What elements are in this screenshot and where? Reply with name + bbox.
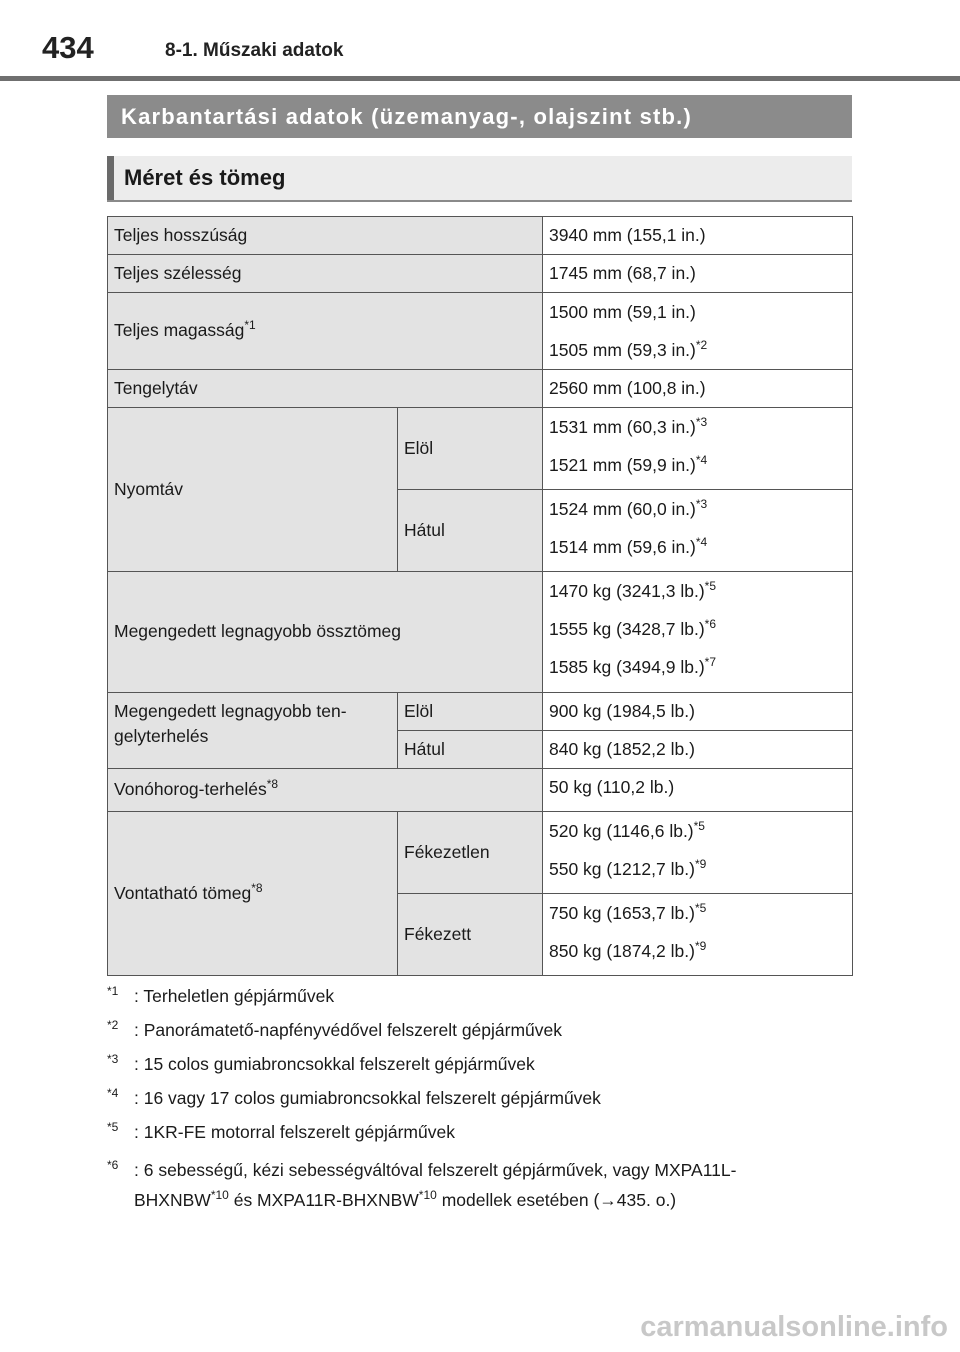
- overall-height-label: Teljes magasság$^{*1}$: [108, 293, 543, 370]
- wheelbase-label: Tengelytáv: [108, 370, 543, 408]
- footnote: $^{*1}$ : Terheletlen gépjárművek: [107, 984, 335, 1006]
- table-row: [108, 255, 853, 293]
- towing-unbraked-values: 520 kg (1146,6 lb.)$^{*5}$ 550 kg (1212,7 lb.)$^{*9}$: [543, 812, 853, 894]
- towing-unbraked-label: Fékezetlen: [398, 812, 543, 894]
- table-row: [108, 408, 853, 490]
- footnotes: [107, 984, 852, 1222]
- wheelbase-value: 2560 mm (100,8 in.): [543, 370, 853, 408]
- tread-front-values: 1531 mm (60,3 in.)$^{*3}$ 1521 mm (59,9 in.)$^{*4}$: [543, 408, 853, 490]
- tread-rear-label: Hátul: [398, 490, 543, 572]
- subtitle-text: Méret és tömeg: [124, 165, 286, 190]
- overall-length-value: 3940 mm (155,1 in.): [543, 217, 853, 255]
- page-number: 434: [42, 30, 94, 65]
- table-row: [108, 693, 853, 731]
- axle-front-value: 900 kg (1984,5 lb.): [543, 693, 853, 731]
- axle-front-label: Elöl: [398, 693, 543, 731]
- value-line: 1500 mm (59,1 in.): [549, 302, 696, 322]
- value-line: 1505 mm (59,3 in.)$^{*2}$: [549, 338, 708, 360]
- towing-braked-label: Fékezett: [398, 894, 543, 976]
- axle-rear-value: 840 kg (1852,2 lb.): [543, 731, 853, 769]
- axle-rear-label: Hátul: [398, 731, 543, 769]
- towbar-load-label: Vonóhorog-terhelés$^{*8}$: [108, 769, 543, 812]
- table-row: [108, 293, 853, 370]
- towing-braked-values: 750 kg (1653,7 lb.)$^{*5}$ 850 kg (1874,2 lb.)$^{*9}$: [543, 894, 853, 976]
- footnote: $^{*5}$ : 1KR-FE motorral felszerelt gépjárművek: [107, 1120, 455, 1142]
- subtitle-banner: [107, 156, 852, 202]
- table-row: [108, 812, 853, 894]
- overall-width-label: Teljes szélesség: [108, 255, 543, 293]
- gross-weight-values: 1470 kg (3241,3 lb.)$^{*5}$ 1555 kg (3428,7 lb.)$^{*6}$ 1585 kg (3494,9 lb.)$^{*7}$: [543, 572, 853, 693]
- axle-weight-label: Megengedett legnagyobb ten- gelyterhelés: [108, 693, 398, 769]
- footnote: $^{*3}$ : 15 colos gumiabroncsokkal felszerelt gépjárművek: [107, 1052, 535, 1074]
- overall-height-values: [543, 293, 853, 370]
- tread-front-label: Elöl: [398, 408, 543, 490]
- tread-label: Nyomtáv: [108, 408, 398, 572]
- overall-length-label: Teljes hosszúság: [108, 217, 543, 255]
- watermark: carmanualsonline.info: [640, 1311, 948, 1343]
- table-row: [108, 217, 853, 255]
- tread-rear-values: 1524 mm (60,0 in.)$^{*3}$ 1514 mm (59,6 in.)$^{*4}$: [543, 490, 853, 572]
- gross-weight-label: Megengedett legnagyobb össztömeg: [108, 572, 543, 693]
- table-row: [108, 769, 853, 812]
- dimensions-table: [107, 216, 853, 976]
- overall-width-value: 1745 mm (68,7 in.): [543, 255, 853, 293]
- towing-mass-label: Vontatható tömeg$^{*8}$: [108, 812, 398, 976]
- table-row: [108, 370, 853, 408]
- main-title-banner: Karbantartási adatok (üzemanyag-, olajszint stb.): [107, 95, 852, 138]
- towbar-load-value: 50 kg (110,2 lb.): [543, 769, 853, 812]
- footnote: $^{*6}$ : 6 sebességű, kézi sebességváltóval felszerelt gépjárművek, vagy MXPA11L- BHXNBW$^{*10}$ és MXPA11R-BHXNBW$^{*10}$ modellek esetében (→435. o.): [107, 1158, 737, 1210]
- header-rule: [0, 76, 960, 81]
- table-row: [108, 572, 853, 693]
- subtitle-accent-bar: [107, 156, 114, 200]
- footnote: $^{*2}$ : Panorámatető-napfényvédővel felszerelt gépjárművek: [107, 1018, 563, 1040]
- section-title: 8-1. Műszaki adatok: [165, 40, 344, 61]
- footnote: $^{*4}$ : 16 vagy 17 colos gumiabroncsokkal felszerelt gépjárművek: [107, 1086, 601, 1108]
